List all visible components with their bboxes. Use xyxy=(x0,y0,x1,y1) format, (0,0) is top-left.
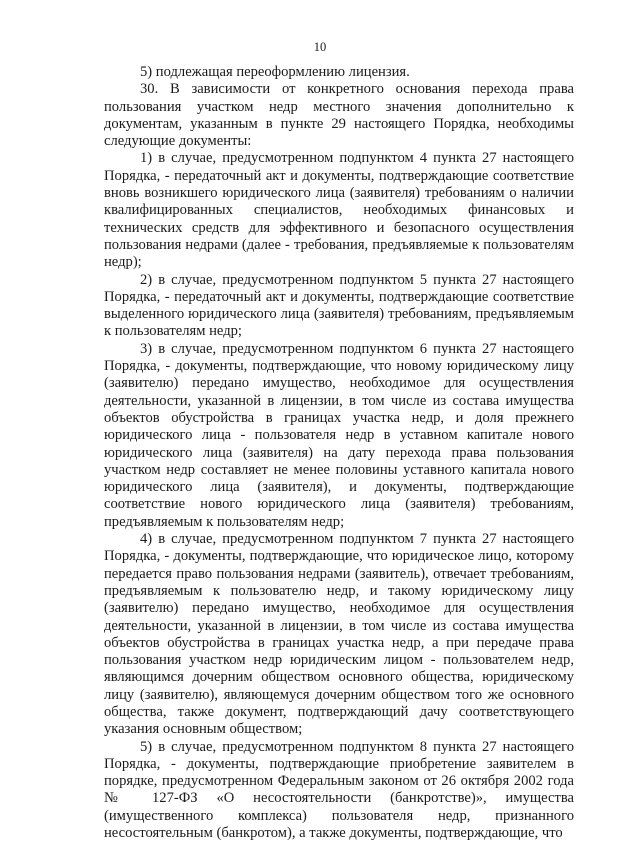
page-number: 10 xyxy=(313,40,327,54)
paragraph-item-5-license: 5) подлежащая переоформлению лицензия. xyxy=(140,64,410,80)
paragraph-30: 30. В зависимости от конкретного основания перехода права пользования участком недр местного значения дополнительно к документам, указанным в пункте 29 настоящего Порядка, необходимы следующие документы: xyxy=(104,81,574,150)
paragraph-30-item-2: 2) в случае, предусмотренном подпунктом 5 пункта 27 настоящего Порядка, - передаточный акт и документы, подтверждающие соответствие выделенного юридического лица (заявителя) требованиям, предъявляемым к пользователям недр; xyxy=(104,271,574,340)
paragraph-30-item-5: 5) в случае, предусмотренном подпунктом 8 пункта 27 настоящего Порядка, - документы, подтверждающие приобретение заявителем в порядке, предусмотренном Федеральным законом от 26 октября 2002 года № 127-ФЗ «О несостоятельности (банкротстве)», имущества (имущественного комплекса) пользователя недр, признанного несостоятельным (банкротом), а также документы, подтверждающие, что xyxy=(104,738,574,842)
paragraph-30-item-1: 1) в случае, предусмотренном подпунктом 4 пункта 27 настоящего Порядка, - передаточный акт и документы, подтверждающие соответствие вновь возникшего юридического лица (заявителя) требованиям о наличии квалифицированных специалистов, необходимых финансовых и технических средств для эффективного и безопасного осуществления пользования недрами (далее - требования, предъявляемые к пользователям недр); xyxy=(104,150,574,271)
paragraph-30-item-4: 4) в случае, предусмотренном подпунктом 7 пункта 27 настоящего Порядка, - документы, подтверждающие, что юридическое лицо, которому передается право пользования недрами (заявитель), отвечает требованиям, предъявляемым к пользователю недр, и такому юридическому лицу (заявителю) передано имущество, необходимое для осуществления деятельности, указанной в лицензии, в том числе из состава имущества объектов обустройства в границах участка недр, а при передаче права пользования участком недр юридическим лицом - пользователем недр, являющимся дочерним обществом основного общества, юридическому лицу (заявителю), являющемуся дочерним обществом того же основного общества, также документ, подтверждающий дачу соответствующего указания основным обществом; xyxy=(104,531,574,738)
document-body xyxy=(104,64,574,842)
paragraph-30-item-3: 3) в случае, предусмотренном подпунктом 6 пункта 27 настоящего Порядка, - документы, подтверждающие, что новому юридическому лицу (заявителю) передано имущество, необходимое для осуществления деятельности, указанной в лицензии, в том числе из состава имущества объектов обустройства в границах участка недр, и доля прежнего юридического лица - пользователя недр в уставном капитале нового юридического лица (заявителя) на дату перехода права пользования участком недр составляет не менее половины уставного капитала нового юридического лица (заявителя), и документы, подтверждающие соответствие нового юридического лица (заявителя) требованиям, предъявляемым к пользователям недр; xyxy=(104,340,574,530)
